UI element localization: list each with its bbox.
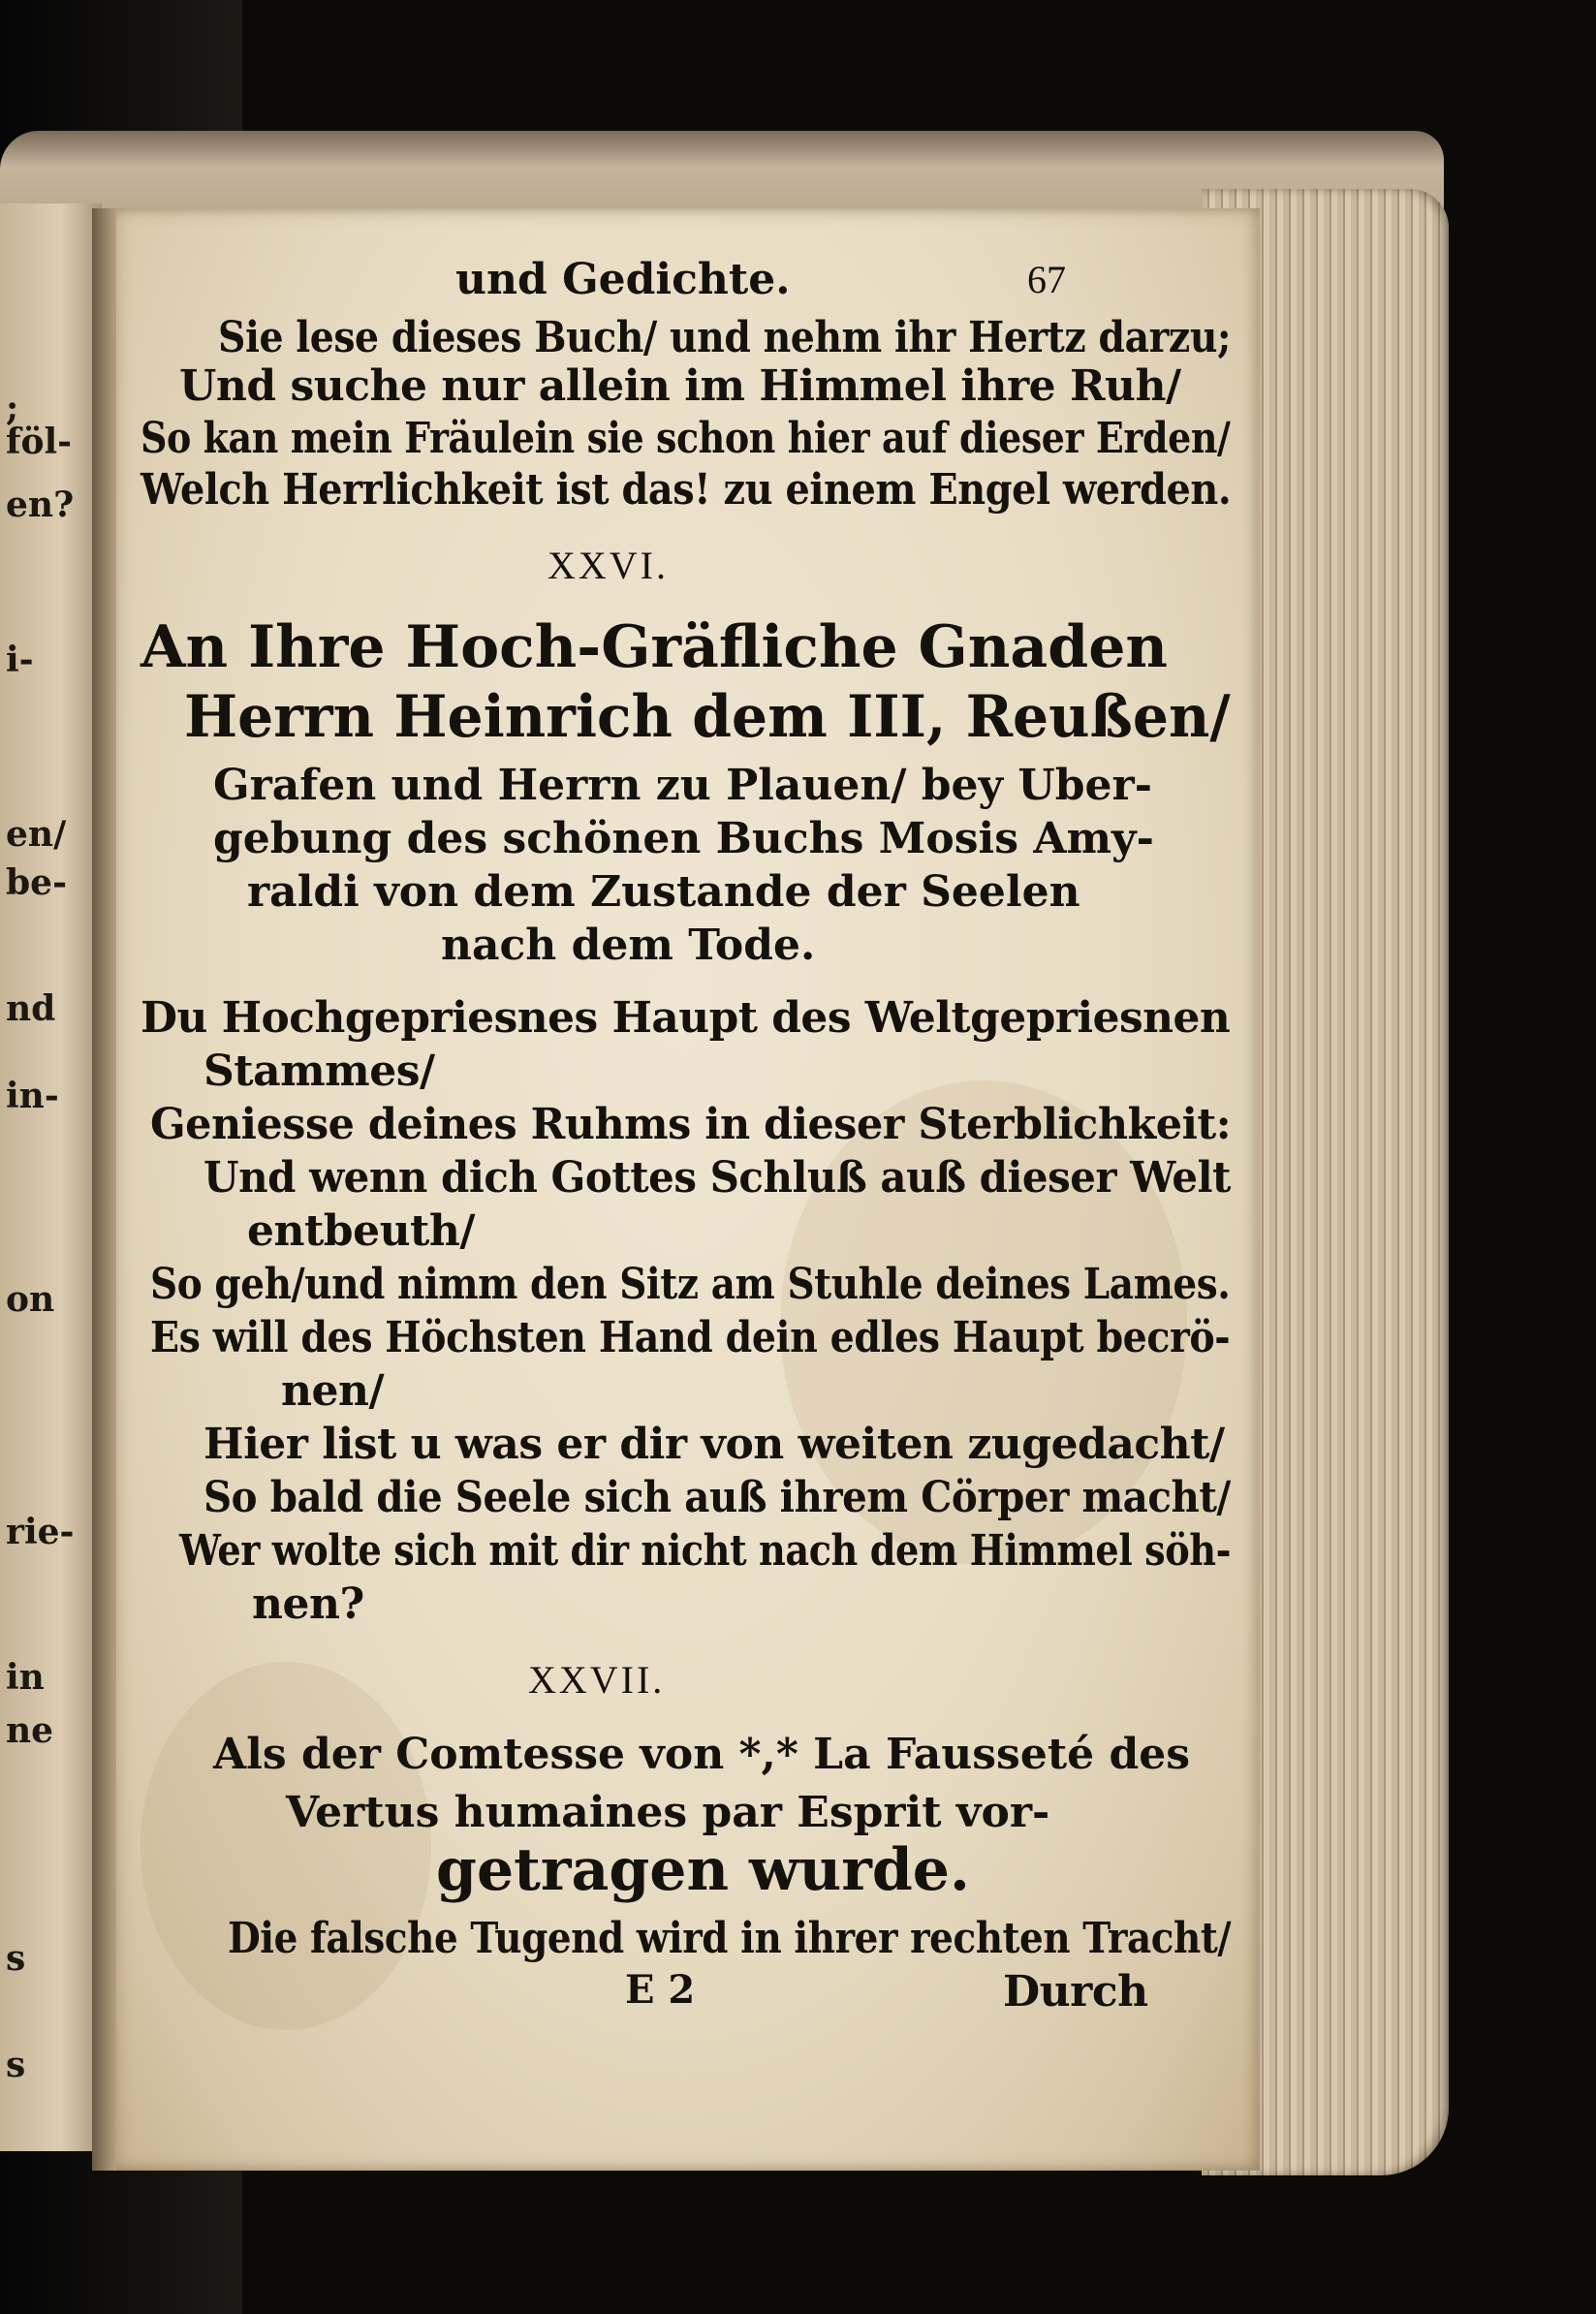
right-page (102, 208, 1260, 2171)
catchword: Durch (1003, 1967, 1148, 2017)
poem-line: So kan mein Fräulein sie schon hier auf dieser Erden/ (141, 414, 1231, 463)
poem-line: Welch Herrlichkeit ist das! zu einem Engel werden. (141, 465, 1232, 515)
section-heading: Vertus humaines par Esprit vor- (286, 1788, 1050, 1837)
poem-line: Und suche nur allein im Himmel ihre Ruh/ (179, 361, 1181, 411)
left-fragment: in- (6, 1076, 59, 1116)
section-heading: raldi von dem Zustande der Seelen (247, 867, 1080, 917)
section-number: XXVI. (548, 544, 669, 587)
poem-line: Sie lese dieses Buch/ und nehm ihr Hertz darzu; (218, 313, 1232, 362)
section-heading: nach dem Tode. (441, 921, 816, 970)
section-heading: Herrn Heinrich dem III, Reußen/ (184, 683, 1231, 751)
section-heading: An Ihre Hoch-Gräfliche Gnaden (141, 613, 1169, 681)
verse-line: Wer wolte sich mit dir nicht nach dem Himmel söh- (179, 1526, 1232, 1576)
verse-line: Die falsche Tugend wird in ihrer rechten Tracht/ (228, 1914, 1232, 1963)
left-fragment: ; (6, 388, 19, 428)
left-fragment: be- (6, 862, 68, 903)
verse-line: nen/ (281, 1366, 385, 1416)
section-heading: Als der Comtesse von *,* La Fausseté des (213, 1730, 1190, 1779)
left-fragment: en? (6, 485, 75, 525)
left-fragment: ne (6, 1710, 54, 1751)
left-fragment: rie- (6, 1512, 75, 1552)
verse-line: Geniesse deines Ruhms in dieser Sterblichkeit: (150, 1100, 1232, 1149)
left-fragment: nd (6, 988, 56, 1029)
verse-line: Stammes/ (203, 1047, 435, 1096)
verse-line: Du Hochgepriesnes Haupt des Weltgepriesnen (141, 993, 1231, 1043)
signature-mark: E 2 (625, 1967, 696, 2013)
left-page-fragment (0, 203, 102, 2151)
verse-line: So geh/und nimm den Sitz am Stuhle deines Lames. (150, 1260, 1231, 1309)
book-gutter (92, 208, 116, 2171)
page-stain (141, 1662, 431, 2030)
left-fragment: on (6, 1279, 55, 1320)
running-head: und Gedichte. (455, 255, 791, 304)
left-fragment: en/ (6, 814, 67, 855)
left-fragment: s (6, 2045, 26, 2085)
verse-line: Hier list u was er dir von weiten zugedacht/ (203, 1420, 1225, 1469)
open-book (0, 131, 1449, 2180)
left-fragment: föl- (6, 422, 73, 462)
verse-line: Es will des Höchsten Hand dein edles Haupt becrö- (150, 1313, 1231, 1362)
verse-line: So bald die Seele sich auß ihrem Cörper macht/ (203, 1473, 1231, 1522)
left-fragment: i- (6, 640, 34, 680)
section-heading: gebung des schönen Buchs Mosis Amy- (213, 814, 1154, 863)
section-heading: Grafen und Herrn zu Plauen/ bey Uber- (213, 761, 1152, 810)
section-heading: getragen wurde. (436, 1836, 970, 1904)
page-number: 67 (1027, 258, 1066, 301)
verse-line: nen? (252, 1579, 364, 1629)
verse-line: entbeuth/ (247, 1206, 475, 1256)
left-fragment: s (6, 1938, 26, 1979)
left-fragment: in (6, 1657, 45, 1698)
section-number: XXVII. (528, 1658, 666, 1702)
verse-line: Und wenn dich Gottes Schluß auß dieser Welt (203, 1153, 1231, 1203)
